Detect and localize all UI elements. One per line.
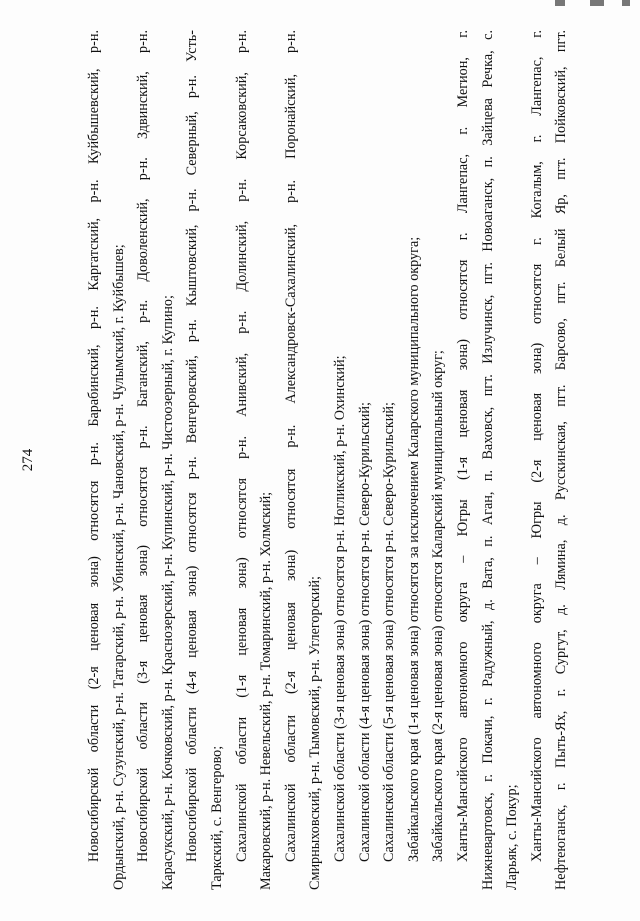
text-line: Макаровский, р-н. Невельский, р-н. Томаринский, р-н. Холмский; [258, 491, 275, 890]
text-line: Ларьяк, с. Покур; [504, 784, 521, 890]
document-body [82, 30, 574, 890]
text-line: Ханты-Мансийского автономного округа – Югры (2-я ценовая зона) относятся г. Когалым, г. Лангепас, г. [528, 30, 545, 862]
text-line: Забайкальского края (1-я ценовая зона) относятся за исключением Каларского муниципального округа; [405, 236, 422, 862]
scan-edge-mark [622, 0, 630, 6]
text-line: Таркский, с. Венгерово; [208, 745, 225, 890]
text-line: Сахалинской области (1-я ценовая зона) относятся р-н. Анивский, р-н. Долинский, р-н. Корсаковский, р-н. [233, 30, 250, 862]
text-line: Сахалинской области (5-я ценовая зона) относятся р-н. Северо-Курильский; [381, 402, 398, 862]
text-line: Нефтеюганск, г. Пыть-Ях, г. Сургут, д. Лямина, д. Русскинская, пгт. Барсово, пгт. Белый Яр, пгт. Пойковский, пгт. [553, 30, 570, 890]
text-line: Забайкальского края (2-я ценовая зона) относятся Каларский муниципальный округ; [430, 350, 447, 862]
text-line: Нижневартовск, г. Покачи, г. Радужный, д. Вата, п. Аган, п. Ваховск, пгт. Излучинск, пгт. Новоаганск, п. Зайцева Речка, с. [479, 30, 496, 890]
scan-edge-mark [555, 0, 565, 6]
text-line: Ордынский, р-н. Сузунский, р-н. Татарский, р-н. Убинский, р-н. Чановский, р-н. Чулымский, г. Куйбышев; [110, 244, 127, 890]
text-line: Новосибирской области (4-я ценовая зона) относятся р-н. Венгеровский, р-н. Кыштовский, р-н. Северный, р-н. Усть- [184, 30, 201, 862]
text-line: Новосибирской области (2-я ценовая зона) относятся р-н. Барабинский, р-н. Каргатский, р-н. Куйбышевский, р-н. [86, 30, 102, 862]
page-number: 274 [20, 448, 36, 472]
text-line: Смирныховский, р-н. Тымовский, р-н. Углегорский; [307, 576, 324, 890]
text-line: Сахалинской области (2-я ценовая зона) относятся р-н. Александровск-Сахалинский, р-н. Поронайский, р-н. [282, 30, 299, 862]
rotated-document-page [20, 10, 620, 910]
text-line: Карасукский, р-н. Кочковский, р-н. Краснозерский, р-н. Купинский, р-н. Чистоозерный, г. Купино; [159, 295, 176, 890]
text-line: Ханты-Мансийского автономного округа – Югры (1-я ценовая зона) относятся г. Лангепас, г. Мегион, г. [454, 30, 471, 862]
text-line: Новосибирской области (3-я ценовая зона) относятся р-н. Баганский, р-н. Доволенский, р-н. Здвинский, р-н. [135, 30, 152, 862]
scan-edge-mark [590, 0, 604, 6]
text-line: Сахалинской области (4-я ценовая зона) относятся р-н. Северо-Курильский; [356, 402, 373, 862]
text-line: Сахалинской области (3-я ценовая зона) относятся р-н. Ногликский, р-н. Охинский; [331, 355, 348, 862]
